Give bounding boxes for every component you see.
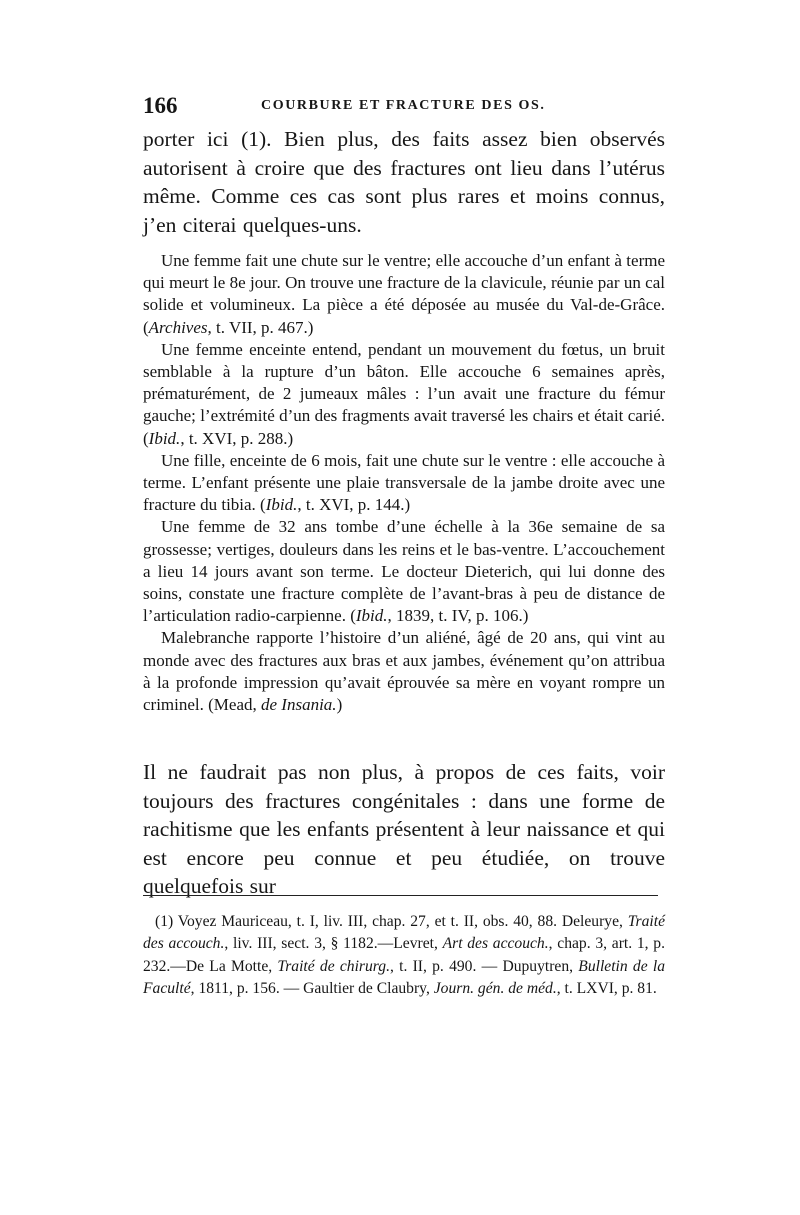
intro-paragraph: porter ici (1). Bien plus, des faits assez bien observés autorisent à croire que des fractures ont lieu dans l’utérus même. Comme ces cas sont plus rares et moins connus, j’en citerai quelques-uns. <box>143 127 665 237</box>
case-source: de Insania. <box>261 695 337 715</box>
case-source: Archives <box>148 317 208 337</box>
case-source: Ibid. <box>265 495 298 515</box>
case-paragraph: Une femme de 32 ans tombe d’une échelle à la 36e semaine de sa grossesse; vertiges, douleurs dans les reins et le bas-ventre. L’accouchement a lieu 14 jours avant son terme. Le docteur Dieterich, qui lui donne des soins, constate une fracture complète de l’avant-bras à peu de distance de l’articulation radio-carpienne. (Ibid., 1839, t. IV, p. 106.) <box>143 517 665 626</box>
case-paragraph: Une femme fait une chute sur le ventre; elle accouche d’un enfant à terme qui meurt le 8e jour. On trouve une fracture de la clavicule, réunie par un cal solide et volumineux. La pièce a été déposée au musée du Val-de-Grâce. (Archives, t. VII, p. 467.) <box>143 251 665 337</box>
case-source: Ibid. <box>148 428 181 448</box>
case-paragraph: Malebranche rapporte l’histoire d’un aliéné, âgé de 20 ans, qui vint au monde avec des fractures aux bras et aux jambes, événement qu’on attribua à la profonde impression qu’avait éprouvée sa mère en voyant rompre un criminel. (Mead, de Insania.) <box>143 628 665 715</box>
case-paragraph: Une fille, enceinte de 6 mois, fait une chute sur le ventre : elle accouche à terme. L’enfant présente une plaie transversale de la jambe droite avec une fracture du tibia. (Ibid., t. XVI, p. 144.) <box>143 450 665 515</box>
closing-paragraph: Il ne faudrait pas non plus, à propos de ces faits, voir toujours des fractures congénitales : dans une forme de rachitisme que les enfants présentent à leur naissance et qui est encore peu connue et peu étudiée, on trouve quelquefois sur <box>143 760 665 898</box>
case-source: Ibid. <box>355 606 388 626</box>
footnote-divider <box>143 895 658 896</box>
page-number: 166 <box>143 93 178 118</box>
running-title: COURBURE ET FRACTURE DES OS. <box>261 98 546 113</box>
case-list <box>143 250 665 716</box>
case-paragraph: Une femme enceinte entend, pendant un mouvement du fœtus, un bruit semblable à la rupture d’un bâton. Elle accouche 6 semaines après, prématurément, de 2 jumeaux mâles : l’un avait une fracture du fémur gauche; l’extrémité d’un des fragments avait traversé les chairs et était carié. (Ibid., t. XVI, p. 288.) <box>143 339 665 448</box>
page-header <box>143 93 663 123</box>
footnote: (1) Voyez Mauriceau, t. I, liv. III, chap. 27, et t. II, obs. 40, 88. Deleurye, Traité des accouch., liv. III, sect. 3, § 1182.—Levret, Art des accouch., chap. 3, art. 1, p. 232.—De La Motte, Traité de chirurg., t. II, p. 490. — Dupuytren, Bulletin de la Faculté, 1811, p. 156. — Gaultier de Claubry, Journ. gén. de méd., t. LXVI, p. 81. <box>143 913 666 998</box>
